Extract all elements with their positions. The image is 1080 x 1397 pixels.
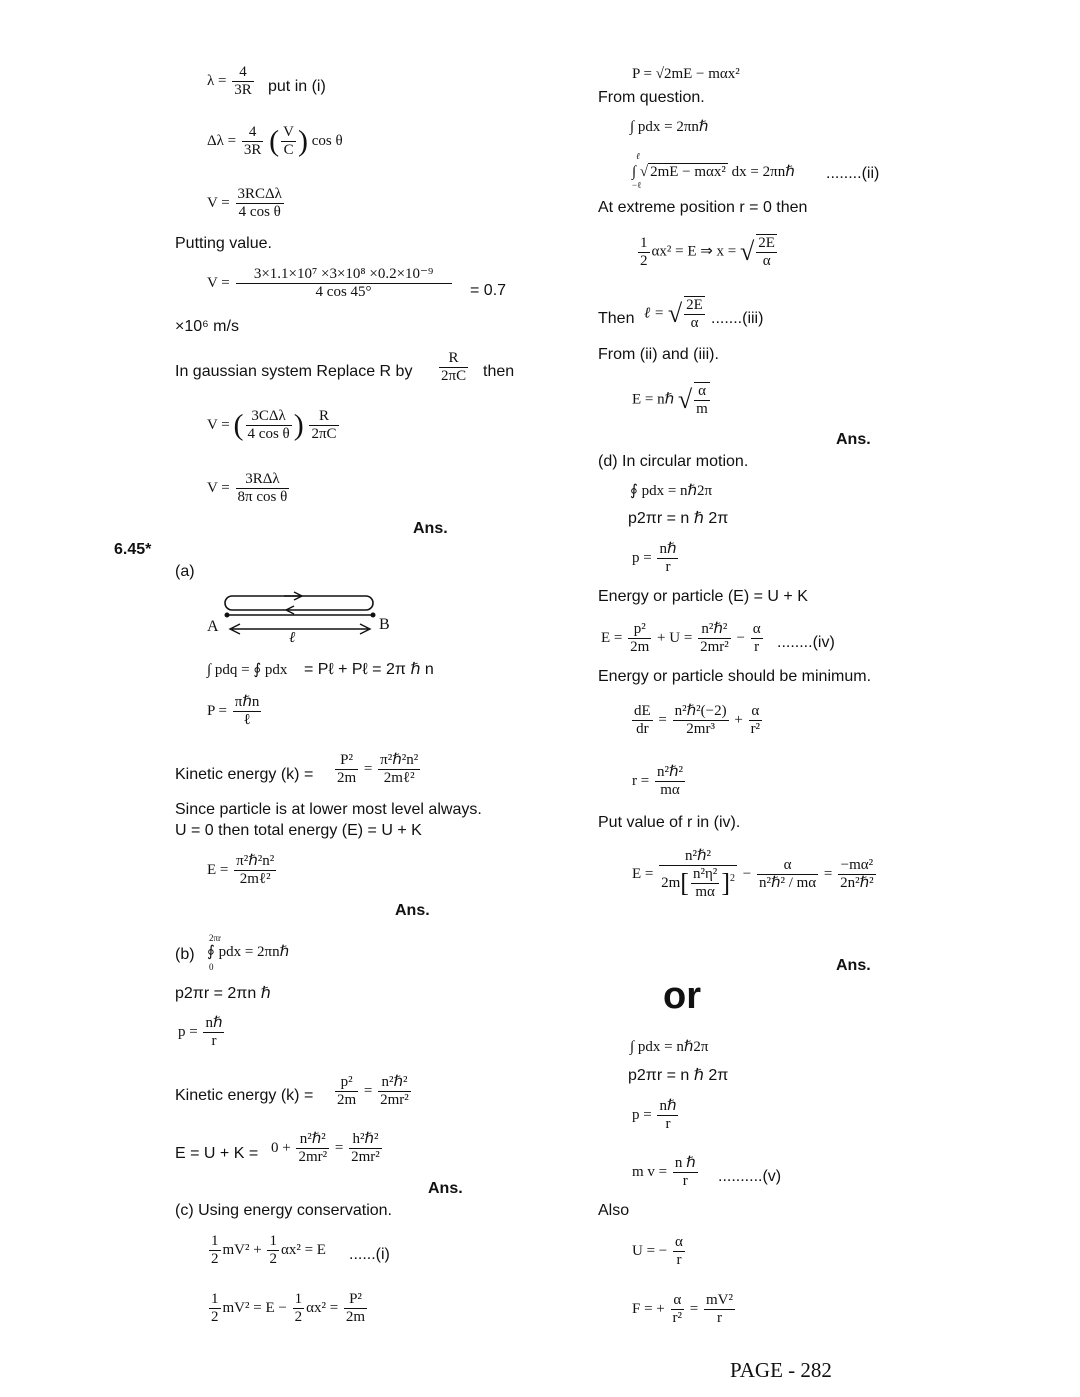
eq-b-integral: ∮ pdx = 2πnℏ xyxy=(207,944,290,960)
text-put-r: Put value of r in (iv). xyxy=(598,814,741,831)
eq-then-l: ℓ = √ $\frac{2E}{\alpha}$ xyxy=(644,297,703,331)
eq-mv: m v = $\frac{\text{n ℏ}}{r}$ xyxy=(632,1155,696,1189)
box-figure xyxy=(200,588,400,648)
eq-or-p: p = $\frac{\text{nℏ}}{r}$ xyxy=(632,1098,677,1132)
page-number: PAGE - 282 xyxy=(730,1358,832,1382)
eq-f: F = + $\frac{\alpha}{\text{r²}}$ = $\frac{\text{mV²}}{r}$ xyxy=(632,1292,733,1326)
text-d-2: p2πr = n ℏ 2π xyxy=(628,510,729,527)
eq-integral-root: ∫ √ 2mE − mαx² dx = 2πnℏ xyxy=(632,164,795,180)
text-minimum: Energy or particle should be minimum. xyxy=(598,668,872,685)
text-then: then xyxy=(483,363,515,380)
part-d-label: (d) In circular motion. xyxy=(598,453,749,470)
text-kinetic-b: Kinetic energy (k) = xyxy=(175,1087,314,1104)
text-extreme: At extreme position r = 0 then xyxy=(598,199,808,216)
text-energy-or: Energy or particle (E) = U + K xyxy=(598,588,808,605)
b-int-upper: 2πr xyxy=(209,933,222,943)
text-gaussian: In gaussian system Replace R by xyxy=(175,363,413,380)
eq-r: r = $\frac{\text{n²ℏ²}}{m\alpha}$ xyxy=(632,764,683,798)
ans-3: Ans. xyxy=(428,1180,463,1197)
or-separator: or xyxy=(663,975,701,1017)
ans-2: Ans. xyxy=(395,902,430,919)
int-lower-l: −ℓ xyxy=(632,180,642,190)
eq-p-d: p = $\frac{\text{nℏ}}{r}$ xyxy=(632,541,677,575)
eq-kinetic-a: $\frac{\text{P²}}{2m}$ = $\frac{\text{π²ℏ²n²}}{\text{2mℓ²}}$ xyxy=(337,752,419,786)
ans-1: Ans. xyxy=(413,520,448,537)
eq-e-c: E = nℏ √ $\frac{\alpha}{m}$ xyxy=(632,383,708,417)
part-c-label: (c) Using energy conservation. xyxy=(175,1202,392,1219)
eq-v-final: V = $\frac{\text{3RΔλ}}{\text{8π cos θ}}$ xyxy=(207,471,288,505)
eq-c-1: $\frac{1}{2}$ mV² + $\frac{1}{2}$ αx² = E xyxy=(211,1233,326,1267)
text-unit: ×10⁶ m/s xyxy=(175,318,239,335)
text-integral-result: = Pℓ + Pℓ = 2π ℏ n xyxy=(304,661,434,678)
eq-de-dr: $\frac{dE}{dr}$ = $\frac{\text{n²ℏ²(−2)}}{\text{2mr³}}$ + $\frac{\alpha}{\text{r²}}$ xyxy=(634,703,761,737)
fig-label-b: B xyxy=(379,616,390,633)
eq-extreme: $\frac{1}{2}$ αx² = E ⇒ x = √ $\frac{2E}{\alpha}$ xyxy=(640,234,775,269)
eq-delta-lambda: Δλ = $\frac{4}{3R}$ ( $\frac{V}{C}$ ) cos θ xyxy=(207,124,343,158)
text-putting-value: Putting value. xyxy=(175,235,272,252)
text-then-r: Then xyxy=(598,310,635,327)
eq-p-root: P = √2mE − mαx² xyxy=(632,66,740,82)
eq-integral-a: ∫ pdq = ∮ pdx xyxy=(207,662,288,678)
eq-p-a: P = $\frac{\text{πℏn}}{\text{ℓ}}$ xyxy=(207,694,260,728)
eq-d-1: ∮ pdx = nℏ2π xyxy=(630,483,713,499)
fig-label-a: A xyxy=(207,618,219,635)
frac-r-2pic: $\frac{R}{2\pi C}$ xyxy=(441,350,467,384)
eq-kinetic-b: $\frac{\text{p²}}{2m}$ = $\frac{\text{n²ℏ²}}{\text{2mr²}}$ xyxy=(337,1074,409,1108)
text-from-question: From question. xyxy=(598,89,705,106)
eq-e-a: E = $\frac{\text{π²ℏ²n²}}{\text{2mℓ²}}$ xyxy=(207,853,275,887)
b-int-lower: 0 xyxy=(209,962,214,972)
text-since-2: U = 0 then total energy (E) = U + K xyxy=(175,822,422,839)
text-result: = 0.7 xyxy=(470,282,507,299)
text-put-in: put in (i) xyxy=(268,78,326,95)
text-e-uk: E = U + K = xyxy=(175,1145,259,1162)
eq-d-iv: E = $\frac{\text{p²}}{2m}$ + U = $\frac{\text{n²ℏ²}}{\text{2mr²}}$ − $\frac{\alpha}{r}$ xyxy=(601,621,761,655)
eq-c-2: $\frac{1}{2}$ mV² = E − $\frac{1}{2}$ αx² = $\frac{\text{P²}}{2m}$ xyxy=(211,1291,366,1325)
int-upper-l: ℓ xyxy=(636,151,640,161)
eq-v-1: V = $\frac{\text{3RCΔλ}}{\text{4 cos θ}}$ xyxy=(207,186,282,220)
tag-iv: ........(iv) xyxy=(777,634,835,651)
question-number: 6.45* xyxy=(114,541,152,558)
ans-4: Ans. xyxy=(836,431,871,448)
tag-iii: .......(iii) xyxy=(711,310,764,327)
eq-e-b: 0 + $\frac{\text{n²ℏ²}}{\text{2mr²}}$ = $\frac{\text{h²ℏ²}}{\text{2mr²}}$ xyxy=(271,1131,380,1165)
ans-5: Ans. xyxy=(836,957,871,974)
text-from-ii-iii: From (ii) and (iii). xyxy=(598,346,719,363)
tag-v: ..........(v) xyxy=(718,1168,782,1185)
eq-v-numeric: V = $\frac{\text{3×1.1×10⁷ ×3×10⁸ ×0.2×10⁻⁹}}{4 \cos 45^\circ}$ xyxy=(207,266,454,301)
part-a-label: (a) xyxy=(175,563,195,580)
eq-e-final: E = n²ℏ² 2m[ $\frac{\text{n²η²}}{m\alpha}$ ]$^2$ − $\frac{\alpha}{\text{n²ℏ² / mα}}$ = $\frac{\text{−mα²}}{\text{2n²ℏ²}}$ xyxy=(632,848,874,900)
text-since-1: Since particle is at lower most level always. xyxy=(175,801,482,818)
eq-or-1: ∫ pdx = nℏ2π xyxy=(630,1039,709,1055)
text-also: Also xyxy=(598,1202,630,1219)
eq-p-b: p = $\frac{\text{nℏ}}{r}$ xyxy=(178,1015,223,1049)
text-kinetic-a: Kinetic energy (k) = xyxy=(175,766,314,783)
eq-lambda: λ = $\frac{4}{3R}$ xyxy=(207,64,252,98)
fig-label-l: ℓ xyxy=(289,630,296,646)
part-b-label: (b) xyxy=(175,946,195,963)
text-b-2: p2πr = 2πn ℏ xyxy=(175,985,271,1002)
text-or-2: p2πr = n ℏ 2π xyxy=(628,1067,729,1084)
eq-v-gauss: V = ( $\frac{\text{3CΔλ}}{\text{4 cos θ}}$ ) $\frac{R}{2\pi C}$ xyxy=(207,408,337,442)
eq-integral-c: ∫ pdx = 2πnℏ xyxy=(630,119,709,135)
eq-u: U = − $\frac{\alpha}{r}$ xyxy=(632,1234,683,1268)
tag-i: ......(i) xyxy=(349,1246,390,1263)
tag-ii: ........(ii) xyxy=(826,165,880,182)
